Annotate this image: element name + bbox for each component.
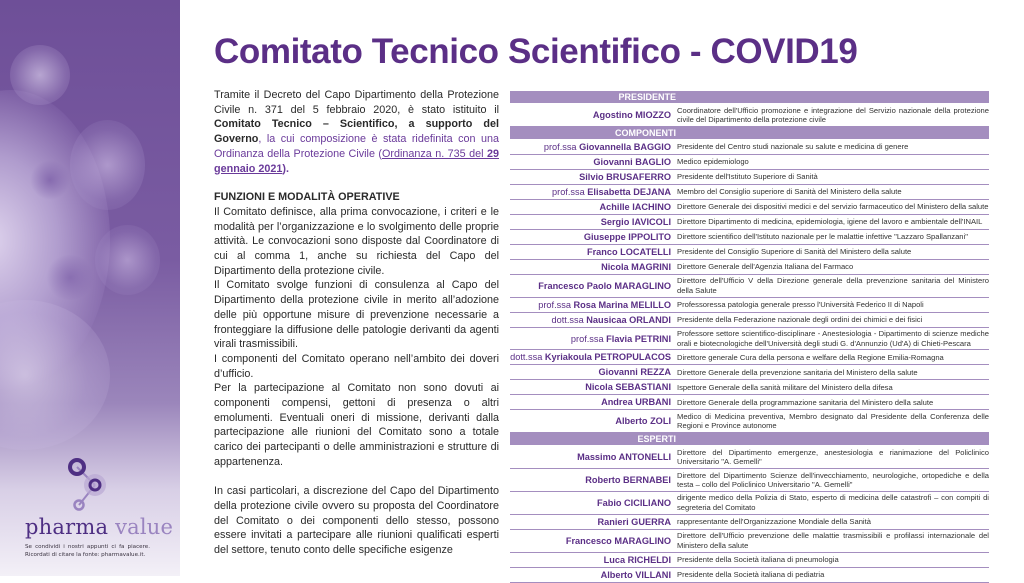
member-name: Sergio IAVICOLI — [600, 216, 671, 227]
member-name-cell — [510, 157, 675, 167]
section-paragraph: Per la partecipazione al Comitato non sono dovuti ai componenti compensi, gettoni di presenza o altri emolumenti. Eventuali oneri di missione, derivanti dalla partecipazione alle riunioni del Comitato sono a totale carico dei partecipanti o delle amministrazioni e strutture di appartenenza. — [214, 382, 499, 468]
member-role: Direttore del Dipartimento emergenze, anestesiologia e rianimazione del Policlinico Universitario "A. Gemelli" — [677, 447, 989, 467]
member-name-cell — [510, 498, 675, 508]
member-row — [510, 492, 989, 515]
member-name: Roberto BERNABEI — [585, 474, 671, 485]
member-title: prof.ssa — [538, 299, 574, 310]
member-row — [510, 469, 989, 492]
member-role: Presidente del Centro studi nazionale su salute e medicina di genere — [677, 142, 909, 152]
member-row — [510, 530, 989, 553]
member-role: Direttore dell'Ufficio prevenzione delle malattie trasmissibili e profilassi internazionale del Ministero della salute — [677, 531, 989, 550]
member-name: Francesco MARAGLINO — [565, 535, 671, 546]
member-role: Direttore generale Cura della persona e welfare della Regione Emilia-Romagna — [677, 352, 944, 362]
members-table — [510, 91, 989, 583]
section-header-componenti — [510, 127, 989, 139]
member-name-cell — [510, 247, 675, 257]
section-header-presidente — [510, 91, 989, 103]
ordinanza-link-text[interactable]: Ordinanza n. 735 del — [381, 147, 487, 160]
member-row — [510, 140, 989, 155]
member-name-cell — [510, 517, 675, 527]
member-name-cell — [510, 281, 675, 291]
member-role: rappresentante dell'Organizzazione Mondiale della Sanità — [677, 516, 871, 526]
member-role: Direttore del Dipartimento Scienze dell'invecchiamento, neurologiche, ortopediche e della testa – collo del Policlinico Universitario "A. Gemelli" — [677, 470, 989, 489]
member-row — [510, 410, 989, 433]
member-name: Alberto ZOLI — [615, 416, 671, 427]
virus-spike — [10, 45, 70, 105]
member-name: Achille IACHINO — [599, 201, 671, 212]
section-paragraph: I componenti del Comitato operano nell’ambito dei doveri d’ufficio. — [214, 352, 499, 380]
member-role: Direttore dell'Ufficio V della Direzione generale della prevenzione sanitaria del Ministero della Salute — [677, 276, 989, 295]
member-name: Giovannella BAGGIO — [579, 141, 671, 152]
member-name: Ranieri GUERRA — [597, 516, 671, 527]
member-name: Giuseppe IPPOLITO — [583, 231, 671, 242]
member-role: Direttore Generale della prevenzione sanitaria del Ministero della salute — [677, 367, 918, 377]
member-row — [510, 553, 989, 568]
member-role: Presidente del Consiglio Superiore di Sanità del Ministero della salute — [677, 247, 912, 257]
member-title: prof.ssa — [570, 333, 607, 344]
member-row — [510, 568, 989, 583]
member-row — [510, 260, 989, 275]
member-name-cell — [510, 300, 675, 310]
member-title: prof.ssa — [543, 141, 580, 152]
virus-spike — [70, 120, 145, 210]
member-name-cell — [510, 536, 675, 546]
member-name: Massimo ANTONELLI — [577, 452, 671, 463]
member-name-cell — [510, 416, 675, 426]
member-row — [510, 395, 989, 410]
member-role: Presidente della Società italiana di pediatria — [677, 569, 825, 579]
virus-spike — [45, 255, 95, 300]
member-title: dott.ssa — [510, 352, 545, 363]
member-name-cell — [510, 232, 675, 242]
member-name-cell — [510, 352, 675, 362]
member-title: prof.ssa — [552, 186, 588, 197]
logo-brand-value: value — [115, 515, 174, 539]
member-name: Nicola MAGRINI — [601, 261, 671, 272]
section-header-label: COMPONENTI — [614, 127, 676, 138]
member-name: Nausicaa ORLANDI — [586, 314, 671, 325]
section-header-esperti — [510, 433, 989, 445]
member-name-cell — [510, 217, 675, 227]
member-role: Coordinatore dell'Ufficio promozione e integrazione del Servizio nazionale della protezione civile del Dipartimento della protezione civile — [677, 105, 989, 124]
member-name: Andrea URBANI — [601, 397, 671, 408]
member-name: Agostino MIOZZO — [592, 109, 671, 120]
member-role: Professoressa patologia generale presso l'Università Federico II di Napoli — [677, 299, 924, 309]
member-row — [510, 328, 989, 351]
member-name: Giovanni REZZA — [598, 367, 671, 378]
member-row — [510, 155, 989, 170]
member-name-cell — [510, 262, 675, 272]
member-row — [510, 185, 989, 200]
intro-purple-text: , la cui composizione è stata ridefinita con una Ordinanza della Protezione Civile ( — [214, 133, 499, 160]
virus-spike — [30, 160, 70, 200]
member-name-cell — [510, 315, 675, 325]
ordinanza-link-date[interactable]: 29 gennaio 2021 — [214, 147, 499, 175]
member-row — [510, 350, 989, 365]
member-row — [510, 515, 989, 530]
member-role: Presidente della Federazione nazionale degli ordini dei chimici e dei fisici — [677, 314, 923, 324]
section-header-label: ESPERTI — [637, 434, 676, 445]
member-role: Medico epidemiologo — [677, 157, 749, 167]
member-name-cell — [510, 334, 675, 344]
member-name: Franco LOCATELLI — [586, 246, 671, 257]
intro-text: Tramite il Decreto del Capo Dipartimento della Protezione Civile n. 371 del 5 febbraio 2020, è stato istituito il — [214, 89, 499, 116]
member-name: Fabio CICILIANO — [596, 497, 671, 508]
member-name: Elisabetta DEJANA — [587, 186, 671, 197]
member-name: Nicola SEBASTIANI — [585, 382, 671, 393]
logo-wordmark — [25, 515, 175, 539]
page-title: Comitato Tecnico Scientifico - COVID19 — [214, 32, 858, 71]
member-row — [510, 170, 989, 185]
description-column — [214, 88, 499, 558]
member-row — [510, 275, 989, 298]
pharmavalue-logo — [25, 455, 175, 559]
member-row — [510, 380, 989, 395]
section-header-label: PRESIDENTE — [618, 92, 676, 102]
member-title: dott.ssa — [551, 314, 587, 325]
member-role: Membro del Consiglio superiore di Sanità del Ministero della salute — [677, 187, 902, 197]
member-name-cell — [510, 110, 675, 120]
member-row — [510, 104, 989, 127]
member-name-cell — [510, 555, 675, 565]
member-name: Alberto VILLANI — [600, 569, 671, 580]
intro-bold: Comitato Tecnico – Scientifico, a supporto del Governo — [214, 118, 499, 146]
section-paragraph: Il Comitato svolge funzioni di consulenza al Capo del Dipartimento della protezione civile in merito all’adozione delle più opportune misure di prevenzione necessarie a fronteggiare la diffusione delle patologie derivanti da agenti virali trasmissibili. — [214, 279, 499, 351]
member-row — [510, 230, 989, 245]
section-title: FUNZIONI E MODALITÀ OPERATIVE — [214, 191, 400, 204]
member-name-cell — [510, 142, 675, 152]
member-role: Direttore scientifico dell'Istituto nazionale per le malattie infettive "Lazzaro Spallanzani" — [677, 232, 968, 242]
member-name-cell — [510, 570, 675, 580]
member-role: dirigente medico della Polizia di Stato, esperto di medicina delle catastrofi – con compiti di segreteria del Comitato — [677, 493, 989, 512]
molecule-icon — [65, 455, 125, 517]
member-row — [510, 313, 989, 328]
member-role: Presidente dell'Istituto Superiore di Sanità — [677, 172, 818, 182]
intro-end: ). — [282, 162, 290, 175]
member-name: Giovanni BAGLIO — [593, 156, 671, 167]
member-role: Direttore Dipartimento di medicina, epidemiologia, igiene del lavoro e ambientale dell'INAIL — [677, 217, 983, 227]
member-name: Flavia PETRINI — [606, 333, 671, 344]
member-name-cell — [510, 172, 675, 182]
member-name-cell — [510, 202, 675, 212]
section-paragraph: Il Comitato definisce, alla prima convocazione, i criteri e le modalità per l’organizzazione e lo svolgimento delle proprie attività. Le convocazioni sono disposte dal Coordinatore di cui al comma 1, anche su richiesta del Capo del Dipartimento della protezione civile. — [214, 205, 499, 277]
member-name-cell — [510, 382, 675, 392]
member-name-cell — [510, 397, 675, 407]
member-row — [510, 365, 989, 380]
intro-paragraph — [214, 88, 499, 176]
member-row — [510, 245, 989, 260]
member-name-cell — [510, 367, 675, 377]
member-name-cell — [510, 452, 675, 462]
member-name: Rosa Marina MELILLO — [573, 299, 671, 310]
member-row — [510, 200, 989, 215]
member-row — [510, 215, 989, 230]
logo-note: Se condividi i nostri appunti ci fa piacere. Ricordati di citare la fonte: pharmavalue.it. — [25, 544, 150, 558]
member-role: Medico di Medicina preventiva, Membro designato dal Presidente della Conferenza delle Regioni e Province autonome — [677, 411, 989, 431]
member-name-cell — [510, 475, 675, 485]
section-paragraph: In casi particolari, a discrezione del Capo del Dipartimento della protezione civile ovvero su proposta del Coordinatore del Comitato o dei componenti dello stesso, possono essere invitati a partecipare alle riunioni qualificati esperti del settore, tenuto conto delle specifiche esigenze — [214, 485, 499, 557]
member-name: Luca RICHELDI — [603, 554, 671, 565]
member-role: Direttore Generale della programmazione sanitaria del Ministero della salute — [677, 397, 934, 407]
member-role: Ispettore Generale della sanità militare del Ministero della difesa — [677, 382, 893, 392]
virus-spike — [95, 225, 160, 295]
member-role: Direttore Generale dell'Agenzia Italiana del Farmaco — [677, 262, 854, 272]
member-role: Presidente della Società italiana di pneumologia — [677, 554, 839, 564]
member-row — [510, 298, 989, 313]
member-row — [510, 446, 989, 469]
member-name: Francesco Paolo MARAGLINO — [538, 280, 671, 291]
member-role: Direttore Generale dei dispositivi medici e del servizio farmaceutico del Ministero della salute — [677, 202, 989, 212]
member-name-cell — [510, 187, 675, 197]
member-name: Kyriakoula PETROPULACOS — [544, 352, 671, 363]
member-name: Silvio BRUSAFERRO — [579, 171, 671, 182]
logo-brand-pharma: pharma — [25, 515, 109, 539]
member-role: Professore settore scientifico-disciplinare - Anestesiologia - Dipartimento di scienze mediche orali e biotecnologiche dell'Università degli studi G. d'Annunzio (Ud'A) di Chieti-Pescara — [677, 329, 989, 348]
